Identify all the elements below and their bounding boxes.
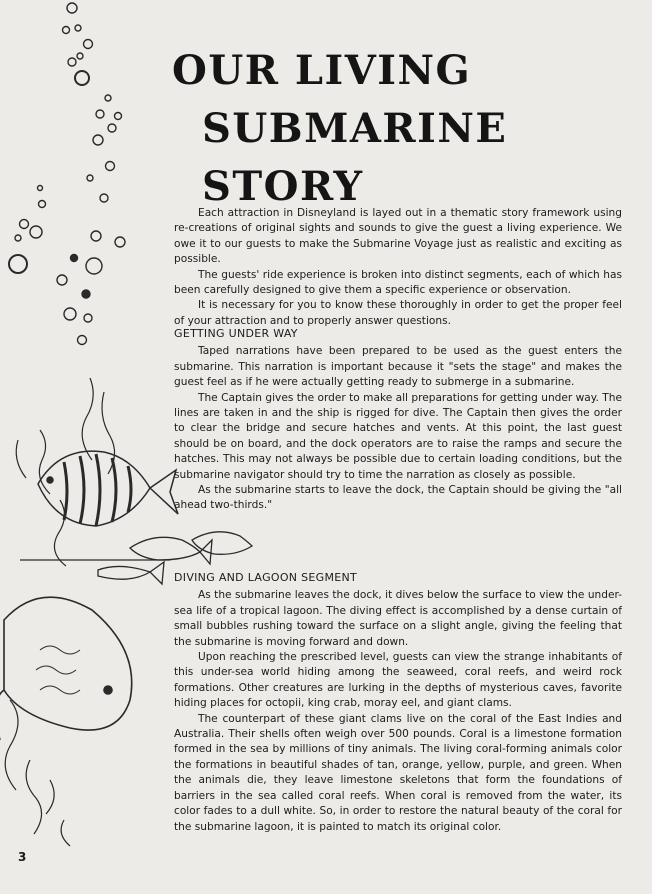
title-line-1: OUR LIVING [172, 47, 472, 94]
section-heading: DIVING AND LAGOON SEGMENT [174, 571, 358, 584]
section-heading: GETTING UNDER WAY [174, 327, 298, 340]
large-fish-icon [0, 560, 170, 740]
intro-paragraph: Each attraction in Disneyland is layed out in a thematic story framework using re-creations of original sights and sounds to give the guest a living experience. We owe it to our guests to make the Submarine Voyage just as realistic and exciting as possible. [174, 207, 622, 266]
title-line-2: SUBMARINE STORY [202, 105, 508, 210]
getting-under-way-section [174, 322, 622, 514]
section-paragraph: The counterpart of these giant clams live on the coral of the East Indies and Australia. Their shells often weigh over 500 pounds. Coral is a limestone formation formed in the sea by millions of tiny animals. The living coral-forming animals color the formations in beautiful shades of tan, orange, yellow, purple, and green. When the animals die, they leave limestone skeletons that form the foundations of barriers in the sea called coral reefs. When coral is removed from the water, its color fades to a dull white. So, in order to restore the natural beauty of the coral for the submarine lagoon, it is painted to match its original color. [174, 712, 622, 833]
diving-and-lagoon-section [174, 566, 622, 835]
section-paragraph: Taped narrations have been prepared to be used as the guest enters the submarine. This narration is important because it "sets the stage" and makes the guest feel as if he were actually getting ready to submerge in a submarine. [174, 345, 622, 389]
page-title [166, 42, 636, 216]
angelfish-icon [38, 451, 178, 526]
section-paragraph: As the submarine leaves the dock, it dives below the surface to view the under-sea life of a tropical lagoon. The diving effect is accomplished by a dense curtain of small bubbles rushing toward the surface on a slight angle, giving the feeling that the submarine is moving forward and down. [174, 589, 622, 648]
page-number: 3 [18, 850, 27, 864]
section-paragraph: Upon reaching the prescribed level, guests can view the strange inhabitants of this under-sea world hiding among the seaweed, coral reefs, and weird rock formations. Other creatures are lurking in the depths of mysterious caves, favorite hiding places for octopii, king crab, moray eel, and giant clams. [174, 651, 622, 710]
intro-paragraph: It is necessary for you to know these thoroughly in order to get the proper feel of your attraction and to properly answer questions. [174, 299, 622, 327]
section-paragraph: The Captain gives the order to make all preparations for getting under way. The lines are taken in and the ship is rigged for dive. The Captain then gives the order to clear the bridge and secure hatches and vents. At this point, the last guest should be on board, and the dock operators are to raise the ramps and secure the hatches. This may not always be possible due to certain loading conditions, but the submarine navigator should try to time the narration as closely as possible. [174, 391, 622, 481]
section-paragraph: As the submarine starts to leave the dock, the Captain should be giving the "all ahead two-thirds." [174, 484, 622, 512]
seaweed-icon [5, 378, 114, 846]
intro-section [174, 206, 622, 329]
bubbles-icon [9, 3, 125, 345]
intro-paragraph: The guests' ride experience is broken into distinct segments, each of which has been carefully designed to give them a specific experience or observation. [174, 268, 622, 297]
